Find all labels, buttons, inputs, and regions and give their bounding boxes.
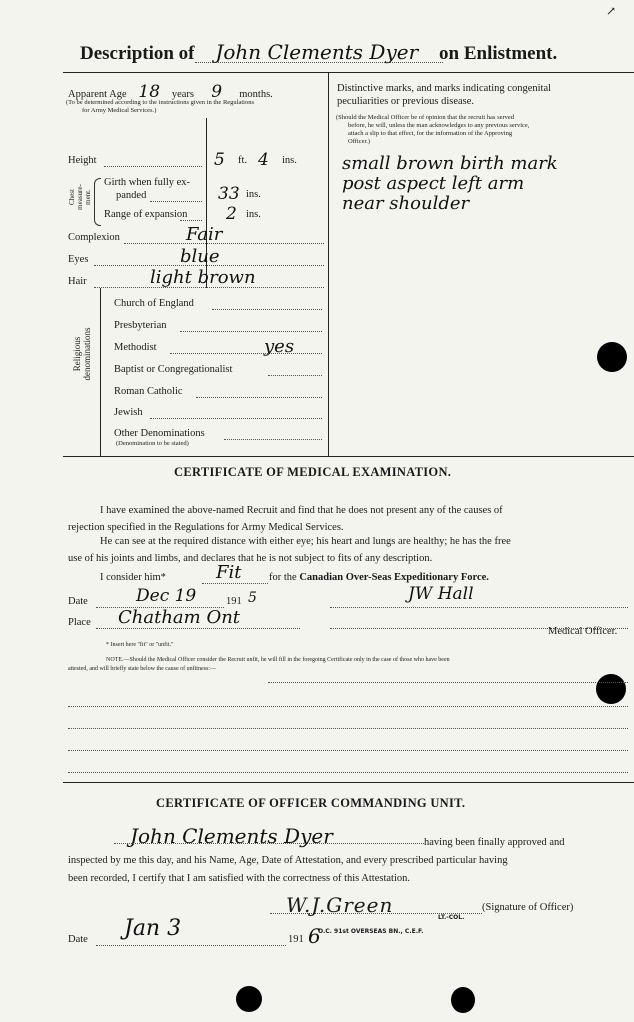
- expansion-label: Range of expansion: [104, 209, 188, 220]
- title-underline: [195, 62, 443, 63]
- punch-hole-middle: [596, 674, 626, 704]
- medical-place-value: Chatham Ont: [118, 607, 241, 628]
- hair-label: Hair: [68, 276, 87, 287]
- battalion-stamp: O.C. 91st OVERSEAS BN., C.E.F.: [318, 928, 424, 935]
- chest-measurement-label: Chest measure- ment.: [68, 184, 92, 210]
- expansion-value: 2: [226, 204, 237, 224]
- age-instruction-note: (To be determined according to the instructions given in the Regulations for Army Medical Services.): [66, 99, 254, 114]
- religion-roman-catholic: Roman Catholic: [114, 386, 183, 397]
- religion-jewish: Jewish: [114, 407, 143, 418]
- religion-divider: [100, 288, 101, 456]
- officer-certificate-heading: CERTIFICATE OF OFFICER COMMANDING UNIT.: [156, 796, 466, 810]
- officer-rank-stamp: LT.-COL.: [438, 914, 465, 921]
- section-divider: [63, 782, 634, 783]
- girth-ins-label: ins.: [246, 189, 261, 200]
- methodist-yes-mark: yes: [264, 336, 295, 357]
- medical-officer-label: Medical Officer.: [548, 626, 618, 637]
- distinctive-marks-handwritten: small brown birth mark post aspect left arm near shoulder: [342, 153, 558, 214]
- expansion-ins-label: ins.: [246, 209, 261, 220]
- officer-year-label: 191: [288, 934, 304, 945]
- punch-hole-bottom-right: [451, 987, 475, 1013]
- religion-methodist: Methodist: [114, 342, 157, 353]
- fit-statement: I consider him*: [100, 572, 166, 583]
- medical-para-1: I have examined the above-named Recruit and find that he does not present any of the causes of rejection specified in the Regulations for Army Medical Services.: [68, 505, 503, 533]
- signature-of-officer-label: (Signature of Officer): [482, 902, 574, 913]
- chest-brace: [94, 178, 101, 226]
- apparent-age-row: Apparent Age 18 years 9 months.: [68, 82, 273, 102]
- religion-church-of-england: Church of England: [114, 298, 194, 309]
- complexion-label: Complexion: [68, 232, 120, 243]
- medical-year-value: 5: [248, 590, 257, 606]
- fit-value: Fit: [216, 562, 242, 583]
- height-row: Height: [68, 155, 97, 166]
- medical-date-value: Dec 19: [136, 586, 197, 606]
- officer-para: having been finally approved and inspected by me this day, and his Name, Age, Date of Attestation, and every prescribed particular having been recorded, I certify that I am satisfied with the correctness of this Attestation.: [68, 837, 565, 884]
- corner-mark: ↗: [606, 4, 617, 18]
- officer-date-label: Date: [68, 934, 88, 945]
- complexion-value: Fair: [186, 224, 223, 245]
- height-feet-value: 5: [214, 150, 225, 170]
- eyes-value: blue: [180, 246, 220, 267]
- officer-recruit-name: John Clements Dyer: [130, 824, 333, 848]
- height-ft-label: ft.: [238, 155, 248, 166]
- denomination-note: (Denomination to be stated): [116, 440, 189, 447]
- girth-value: 33: [218, 184, 240, 204]
- form-title: Description of John Clements Dyer on Enlistment.: [80, 40, 558, 64]
- religious-denominations-label: Religious denominations: [72, 327, 92, 381]
- medical-officer-note: NOTE.—Should the Medical Officer consider the Recruit unfit, he will fill in the foregoing Certificate only in the case of those who have been attested, and will briefly state below the cause of unfitness:—: [68, 657, 450, 672]
- box-middle-divider: [328, 72, 329, 456]
- medical-place-label: Place: [68, 617, 91, 628]
- recruit-name-handwritten: John Clements Dyer: [215, 40, 419, 64]
- officer-date-value: Jan 3: [124, 916, 182, 941]
- medical-officer-signature: JW Hall: [408, 584, 474, 604]
- hair-value: light brown: [150, 267, 256, 288]
- distinctive-marks-heading: Distinctive marks, and marks indicating congenital peculiarities or previous disease.: [337, 83, 552, 107]
- box-top-border: [63, 72, 634, 73]
- medical-certificate-heading: CERTIFICATE OF MEDICAL EXAMINATION.: [174, 465, 452, 479]
- medical-date-label: Date: [68, 596, 88, 607]
- eyes-label: Eyes: [68, 254, 89, 265]
- religion-presbyterian: Presbyterian: [114, 320, 167, 331]
- height-ins-label: ins.: [282, 155, 297, 166]
- religion-other: Other Denominations: [114, 428, 205, 439]
- punch-hole-top: [597, 342, 627, 372]
- height-inches-value: 4: [258, 150, 269, 170]
- medical-para-2: He can see at the required distance with either eye; his heart and lungs are healthy; he has the free use of his joints and limbs, and declares that he is not subject to fits of any description.: [68, 536, 511, 564]
- commanding-officer-signature: W.J.Green: [286, 893, 394, 917]
- punch-hole-bottom-left: [236, 986, 262, 1012]
- medical-year-label: 191: [226, 596, 242, 607]
- force-name: for the Canadian Over-Seas Expeditionary Force.: [269, 572, 489, 583]
- religion-baptist: Baptist or Congregationalist: [114, 364, 233, 375]
- distinctive-marks-note: (Should the Medical Officer be of opinion that the recruit has served before, he will, unless the man acknowledges to any previous service, attach a slip to that effect, for the information of the Approving Officer.): [336, 114, 530, 145]
- girth-label: Girth when fully ex- panded: [104, 177, 191, 201]
- officer-year-value: 6: [308, 924, 321, 948]
- box-bottom-border: [63, 456, 634, 457]
- insert-note: * Insert here "fit" or "unfit.": [106, 642, 174, 648]
